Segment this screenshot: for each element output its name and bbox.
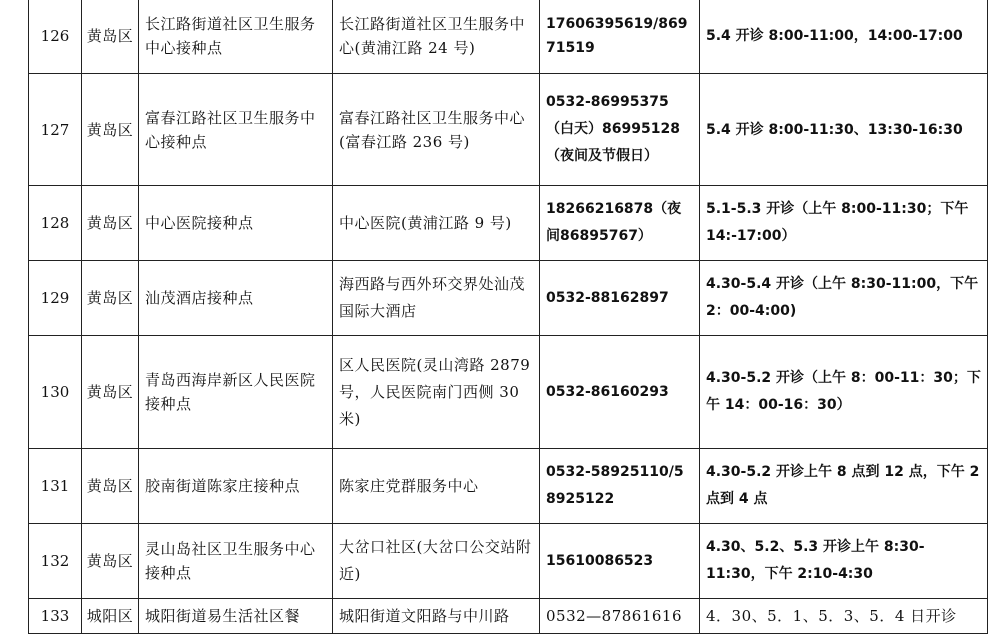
row-number: 131 [29,449,82,524]
phone-cell: 0532-86995375（白天）86995128（夜间及节假日） [540,74,700,186]
table-row [29,186,988,261]
hours-cell: 4．30、5．1、5．3、5．4 日开诊 [700,599,988,634]
address-cell: 海西路与西外环交界处汕茂国际大酒店 [333,261,540,336]
address-cell: 陈家庄党群服务中心 [333,449,540,524]
address-cell: 城阳街道文阳路与中川路 [333,599,540,634]
site-name-cell: 中心医院接种点 [139,186,333,261]
phone-cell: 15610086523 [540,524,700,599]
site-name-cell: 汕茂酒店接种点 [139,261,333,336]
phone-cell: 0532-86160293 [540,336,700,449]
table-row [29,74,988,186]
address-cell: 长江路街道社区卫生服务中心(黄浦江路 24 号) [333,0,540,74]
phone-cell: 0532—87861616 [540,599,700,634]
row-number: 126 [29,0,82,74]
district-cell: 黄岛区 [82,449,139,524]
hours-cell: 4.30-5.4 开诊（上午 8:30-11:00，下午 2：00-4:00) [700,261,988,336]
table-row [29,261,988,336]
hours-cell: 5.1-5.3 开诊（上午 8:00-11:30；下午 14:-17:00） [700,186,988,261]
phone-cell: 17606395619/86971519 [540,0,700,74]
district-cell: 黄岛区 [82,186,139,261]
site-name-cell: 青岛西海岸新区人民医院接种点 [139,336,333,449]
row-number: 128 [29,186,82,261]
address-cell: 区人民医院(灵山湾路 2879 号，人民医院南门西侧 30 米) [333,336,540,449]
hours-cell: 5.4 开诊 8:00-11:30、13:30-16:30 [700,74,988,186]
row-number: 133 [29,599,82,634]
row-number: 130 [29,336,82,449]
district-cell: 黄岛区 [82,261,139,336]
address-cell: 大岔口社区(大岔口公交站附近) [333,524,540,599]
row-number: 132 [29,524,82,599]
table-row [29,336,988,449]
site-name-cell: 胶南街道陈家庄接种点 [139,449,333,524]
row-number: 127 [29,74,82,186]
district-cell: 黄岛区 [82,336,139,449]
hours-cell: 5.4 开诊 8:00-11:00，14:00-17:00 [700,0,988,74]
site-name-cell: 长江路街道社区卫生服务中心接种点 [139,0,333,74]
hours-cell: 4.30-5.2 开诊（上午 8：00-11：30；下午 14：00-16：30） [700,336,988,449]
district-cell: 黄岛区 [82,74,139,186]
table-row [29,524,988,599]
table-row [29,449,988,524]
phone-cell: 0532-58925110/58925122 [540,449,700,524]
address-cell: 中心医院(黄浦江路 9 号) [333,186,540,261]
phone-cell: 0532-88162897 [540,261,700,336]
table-row [29,599,988,634]
row-number: 129 [29,261,82,336]
site-name-cell: 富春江路社区卫生服务中心接种点 [139,74,333,186]
site-name-cell: 灵山岛社区卫生服务中心接种点 [139,524,333,599]
address-cell: 富春江路社区卫生服务中心(富春江路 236 号) [333,74,540,186]
hours-cell: 4.30-5.2 开诊上午 8 点到 12 点，下午 2 点到 4 点 [700,449,988,524]
district-cell: 城阳区 [82,599,139,634]
site-name-cell: 城阳街道易生活社区餐 [139,599,333,634]
district-cell: 黄岛区 [82,524,139,599]
vaccination-sites-table [28,0,988,634]
table-row [29,0,988,74]
phone-cell: 18266216878（夜间86895767） [540,186,700,261]
district-cell: 黄岛区 [82,0,139,74]
hours-cell: 4.30、5.2、5.3 开诊上午 8:30-11:30，下午 2:10-4:30 [700,524,988,599]
